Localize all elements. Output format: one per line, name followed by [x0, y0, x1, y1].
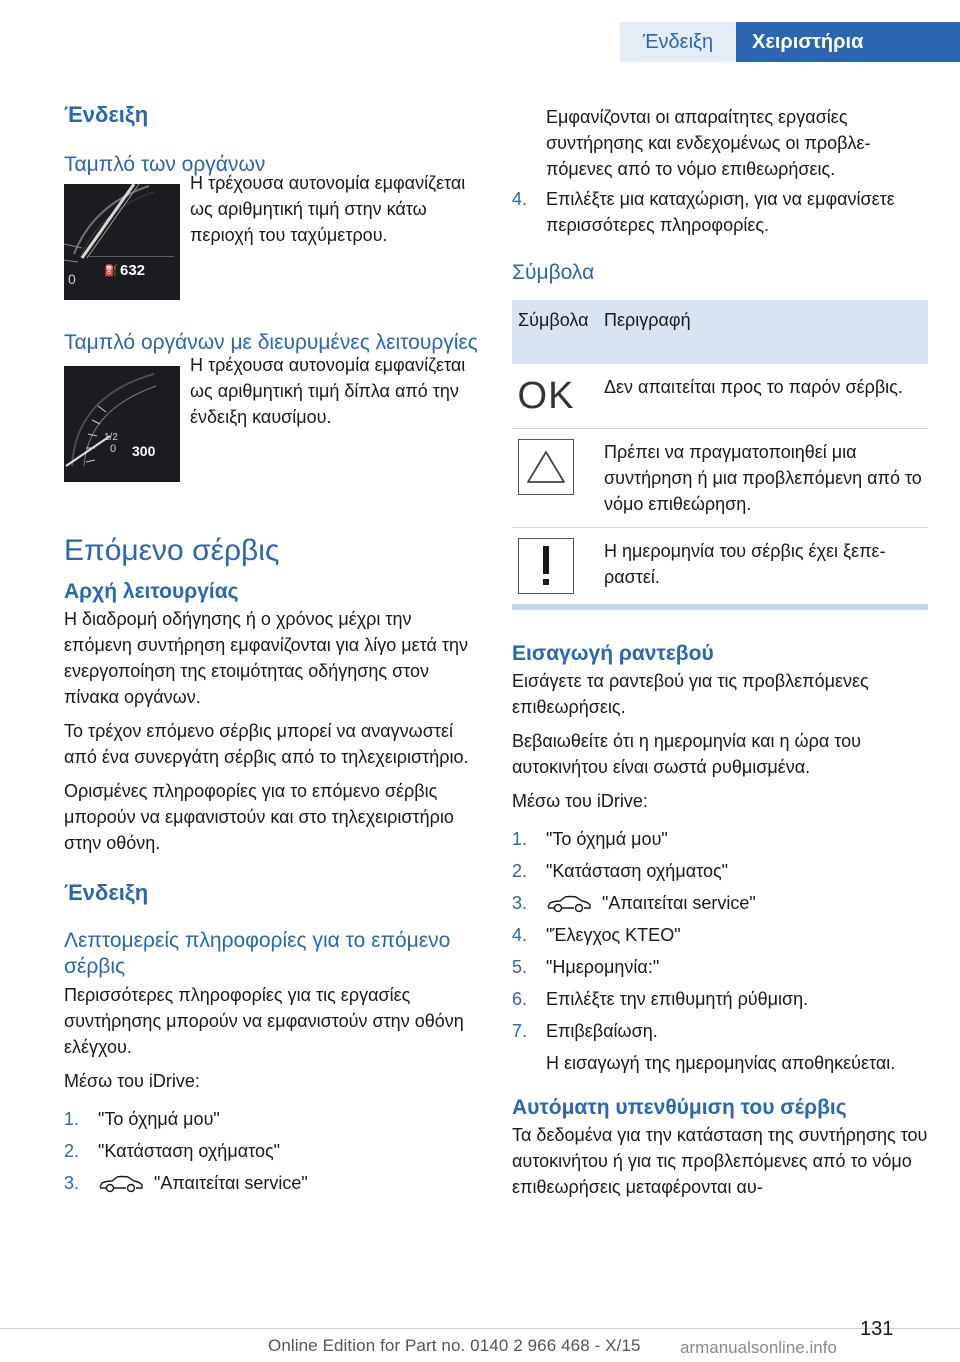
heading-principle: Αρχή λειτουργίας	[64, 580, 239, 603]
speedometer-range-image	[64, 184, 180, 300]
paragraph-principle-2: Το τρέχον επόμενο σέρβις μπορεί να αναγνωστεί από ένα συνεργάτη σέρβις από το τηλεχειριστήριο.	[64, 721, 469, 767]
left-steps-list	[64, 1106, 480, 1196]
list-item: 3. "Απαιτείται service"	[64, 1173, 308, 1193]
right-column	[512, 104, 928, 1208]
list-item: 6. Επιλέξτε την επιθυμητή ρύθμιση.	[512, 989, 809, 1009]
table-row	[512, 528, 928, 605]
speedometer-zero-label: 0	[68, 271, 76, 287]
description-ok: Δεν απαιτείται προς το παρόν σέρβις.	[598, 364, 928, 429]
column-header-symbol: Σύμβολα	[512, 300, 598, 364]
paragraph-principle-3: Ορισμένες πληροφορίες για το επόμενο σέρβις μπορούν να εμφανιστούν και στο τηλεχειριστήριο στην οθόνη.	[64, 781, 454, 853]
list-item: 4. "Έλεγχος ΚΤΕΟ"	[512, 925, 681, 945]
heading-next-service: Επόμενο σέρβις	[64, 534, 280, 567]
step-7-note: Η εισαγωγή της ημερομηνίας αποθηκεύεται.	[546, 1053, 896, 1073]
step-3-continuation: Εμφανίζονται οι απαραίτητες εργασίες συντήρησης και ενδεχομένως οι προβλεπόμενες από το νόμο επιθεωρήσεις.	[546, 107, 871, 179]
exclamation-icon	[518, 538, 574, 594]
ok-icon: OK	[517, 375, 575, 417]
cluster-figure-row	[64, 173, 480, 300]
heading-enter-appointment: Εισαγωγή ραντεβού	[512, 642, 714, 665]
ext-range-value: 300	[132, 443, 156, 459]
extended-cluster-text: Η τρέχουσα αυτονομία εμφανίζεται ως αριθμητική τιμή δίπλα από την ένδειξη καυσίμου.	[190, 355, 466, 427]
fuel-half-label: 1/2	[104, 432, 118, 443]
list-item: 2. "Κατάσταση οχήματος"	[64, 1141, 281, 1161]
list-item: 2. "Κατάσταση οχήματος"	[512, 861, 729, 881]
header-tab-indication[interactable]: Ένδειξη	[620, 22, 736, 62]
heading-indication: Ένδειξη	[64, 102, 149, 127]
table-row	[512, 364, 928, 429]
right-steps-list	[512, 826, 928, 1076]
symbols-table	[512, 300, 928, 604]
paragraph-via-idrive: Μέσω του iDrive:	[64, 1071, 200, 1091]
fuel-gauge-range-image	[64, 366, 180, 482]
heading-extended-cluster: Ταμπλό οργάνων με διευρυμένες λειτουργίες	[64, 331, 478, 354]
table-row	[512, 429, 928, 528]
table-header-row	[512, 300, 928, 364]
footer-edition: Online Edition for Part no. 0140 2 966 468 - X/15	[268, 1336, 641, 1355]
description-warning: Πρέπει να πραγματοποιηθεί μια συντήρηση ή μια προβλεπόμενη από το νόμο επιθεώρηση.	[598, 429, 928, 528]
description-overdue: Η ημερομηνία του σέρβις έχει ξεπεραστεί.	[604, 541, 886, 587]
svg-text:⛽: ⛽	[104, 264, 118, 277]
page-number: 131	[860, 1318, 894, 1340]
heading-auto-reminder: Αυτόματη υπενθύμιση του σέρβις	[512, 1096, 847, 1119]
footer-divider	[0, 1328, 960, 1329]
heading-instrument-cluster: Ταμπλό των οργάνων	[64, 153, 266, 176]
list-item: 5. "Ημερομηνία:"	[512, 957, 660, 977]
fuel-gauge-graphic	[64, 366, 180, 482]
car-icon	[546, 895, 592, 913]
warning-triangle-icon	[518, 439, 574, 495]
paragraph-auto-reminder: Τα δεδομένα για την κατάσταση της συντήρησης του αυτοκινήτου ή για τις προβλεπόμενες από το νόμο επιθεωρήσεις μεταφέρονται αυ-	[512, 1125, 928, 1197]
column-header-description: Περιγραφή	[598, 300, 928, 364]
right-step-4	[512, 186, 928, 238]
cluster-text: Η τρέχουσα αυτονομία εμφανίζεται ως αριθμητική τιμή στην κάτω περιοχή του ταχύμετρου.	[190, 173, 466, 245]
list-item: 1. "Το όχημά μου"	[512, 829, 668, 849]
paragraph-principle-1: Η διαδρομή οδήγησης ή ο χρόνος μέχρι την επόμενη συντήρηση εμφανίζονται για λίγο μετά την ενεργοποίηση της ετοιμότητας οδήγησης στον πίνακα οργάνων.	[64, 609, 468, 707]
range-value: 632	[120, 262, 146, 279]
list-item: 7. Επιβεβαίωση. Η εισαγωγή της ημερομηνίας αποθηκεύεται.	[512, 1018, 928, 1076]
extended-cluster-figure-row	[64, 355, 480, 482]
left-column	[64, 100, 480, 1202]
paragraph-appointment-2: Βεβαιωθείτε ότι η ημερομηνία και η ώρα του αυτοκινήτου είναι σωστά ρυθμισμένα.	[512, 731, 861, 777]
heading-symbols: Σύμβολα	[512, 261, 595, 284]
paragraph-details: Περισσότερες πληροφορίες για τις εργασίες συντήρησης μπορούν να εμφανιστούν στην οθόνη ελέγχου.	[64, 985, 464, 1057]
paragraph-via-idrive-2: Μέσω του iDrive:	[512, 791, 648, 811]
list-item: 3. "Απαιτείται service"	[512, 893, 756, 913]
header-tab-controls[interactable]: Χειριστήρια	[736, 22, 960, 62]
speedometer-graphic	[64, 184, 180, 300]
footer-watermark: armanualsonline.info	[680, 1338, 837, 1357]
heading-indication-2: Ένδειξη	[64, 880, 149, 905]
table-bottom-rule	[512, 604, 928, 610]
paragraph-appointment-1: Εισάγετε τα ραντεβού για τις προβλεπόμενες επιθεωρήσεις.	[512, 671, 869, 717]
heading-detailed-info: Λεπτομερείς πληροφορίες για το επόμενο σέρβις	[64, 929, 451, 978]
fuel-zero-label: 0	[110, 443, 117, 455]
car-icon	[98, 1175, 144, 1193]
list-item: 4. Επιλέξτε μια καταχώριση, για να εμφανίσετε περισσότερες πληροφορίες.	[512, 189, 895, 235]
list-item: 1. "Το όχημά μου"	[64, 1109, 220, 1129]
